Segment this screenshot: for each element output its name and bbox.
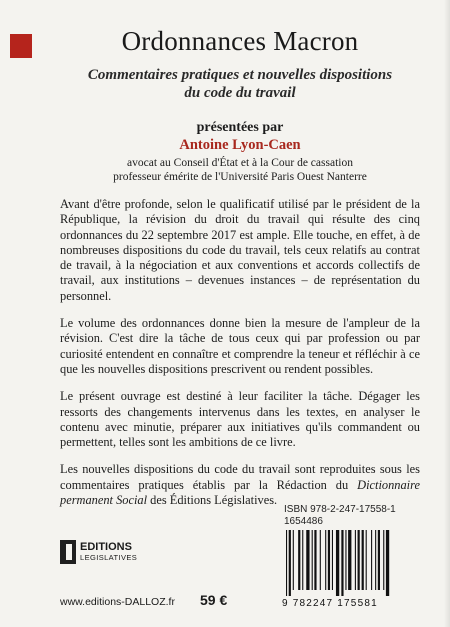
barcode-bar [375, 530, 376, 590]
barcode-bar [366, 530, 367, 590]
credential-line-2: professeur émérite de l'Université Paris Ouest Nanterre [113, 171, 367, 183]
barcode-bar [336, 530, 339, 596]
barcode-bar [293, 530, 294, 590]
book-title: Ordonnances Macron [121, 26, 359, 56]
barcode-bar [314, 530, 316, 590]
barcode-bar [345, 530, 346, 590]
barcode-bar [341, 530, 343, 596]
barcode-bar [362, 530, 364, 590]
barcode-bar [320, 530, 321, 590]
publisher-website: www.editions-DALLOZ.fr [60, 596, 175, 608]
barcode-bar [289, 530, 291, 596]
subtitle-line-1: Commentaires pratiques et nouvelles dispositions [87, 67, 393, 83]
barcode-bar [358, 530, 360, 590]
publisher-subname: LEGISLATIVES [80, 553, 138, 562]
barcode-bar [348, 530, 351, 590]
publisher-logo-icon [60, 540, 76, 564]
barcode-bar [378, 530, 380, 590]
barcode-bar [325, 530, 326, 590]
barcode-digits: 9 782247 175581 [282, 598, 378, 609]
red-square-mark [10, 34, 32, 58]
page-edge-shadow [444, 0, 450, 627]
barcode-bar [302, 530, 303, 590]
book-subtitle [60, 66, 420, 102]
barcode-bar [371, 530, 372, 590]
author-credentials [60, 156, 420, 184]
credential-line-1: avocat au Conseil d'État et à la Cour de cassation [127, 157, 353, 169]
blurb-paragraph-1: Avant d'être profonde, selon le qualificatif utilisé par le président de la République, la révision du droit du travail qui résulte des cinq ordonnances du 22 septembre 2017 est ample. Elle touche, en effet, à de nombreuses dispositions du code du travail, tels ceux relatifs au contrat de travail, à la négociation et aux conventions et accords collectifs de travail, aux institutions – devenues instances – de représentation du personnel. [60, 197, 420, 303]
price: 59 € [200, 592, 228, 608]
barcode-bar [386, 530, 389, 596]
barcode-bar [298, 530, 300, 590]
blurb-paragraph-2: Le volume des ordonnances donne bien la mesure de l'ampleur de la révision. C'est dire la tâche de tous ceux qui par profession ou par curiosité entendent en connaître et comprendre la teneur et réfléchir à ce que les nouvelles dispositions prescrivent ou rendent possibles. [60, 316, 420, 376]
blurb-paragraph-3: Le présent ouvrage est destiné à leur faciliter la tâche. Dégager les ressorts des changements intervenus dans les textes, en analyser le contenu avec minutie, préparer aux initiatives qu'ils commandent ou permettent, telles sont les ambitions de ce livre. [60, 389, 420, 450]
subtitle-line-2: du code du travail [184, 85, 296, 101]
author-name: Antoine Lyon-Caen [179, 137, 301, 153]
barcode-bar [286, 530, 287, 596]
blurb-paragraph-4 [60, 462, 420, 508]
barcode-bar [312, 530, 313, 590]
presented-by: présentées par [196, 120, 284, 135]
barcode-bar [306, 530, 309, 590]
barcode-bar [328, 530, 330, 590]
isbn-number: ISBN 978-2-247-17558-1 [284, 504, 396, 515]
blurb-p4-start: Les nouvelles dispositions du code du travail sont reproduites sous les commentaires pratiques établis par la Rédaction du [60, 462, 420, 492]
barcode [280, 530, 430, 608]
isbn-block [284, 504, 396, 528]
blurb-p4-italic: Dictionnaire permanent Social [60, 477, 420, 508]
publisher-logo [60, 538, 155, 568]
blurb-p4-end: des Éditions Législatives. [147, 493, 278, 508]
barcode-bar [355, 530, 356, 590]
blurb-text [60, 197, 420, 520]
internal-code: 1654486 [284, 516, 323, 527]
publisher-name: EDITIONS [80, 541, 132, 553]
barcode-bar [383, 530, 384, 590]
barcode-bar [332, 530, 333, 590]
